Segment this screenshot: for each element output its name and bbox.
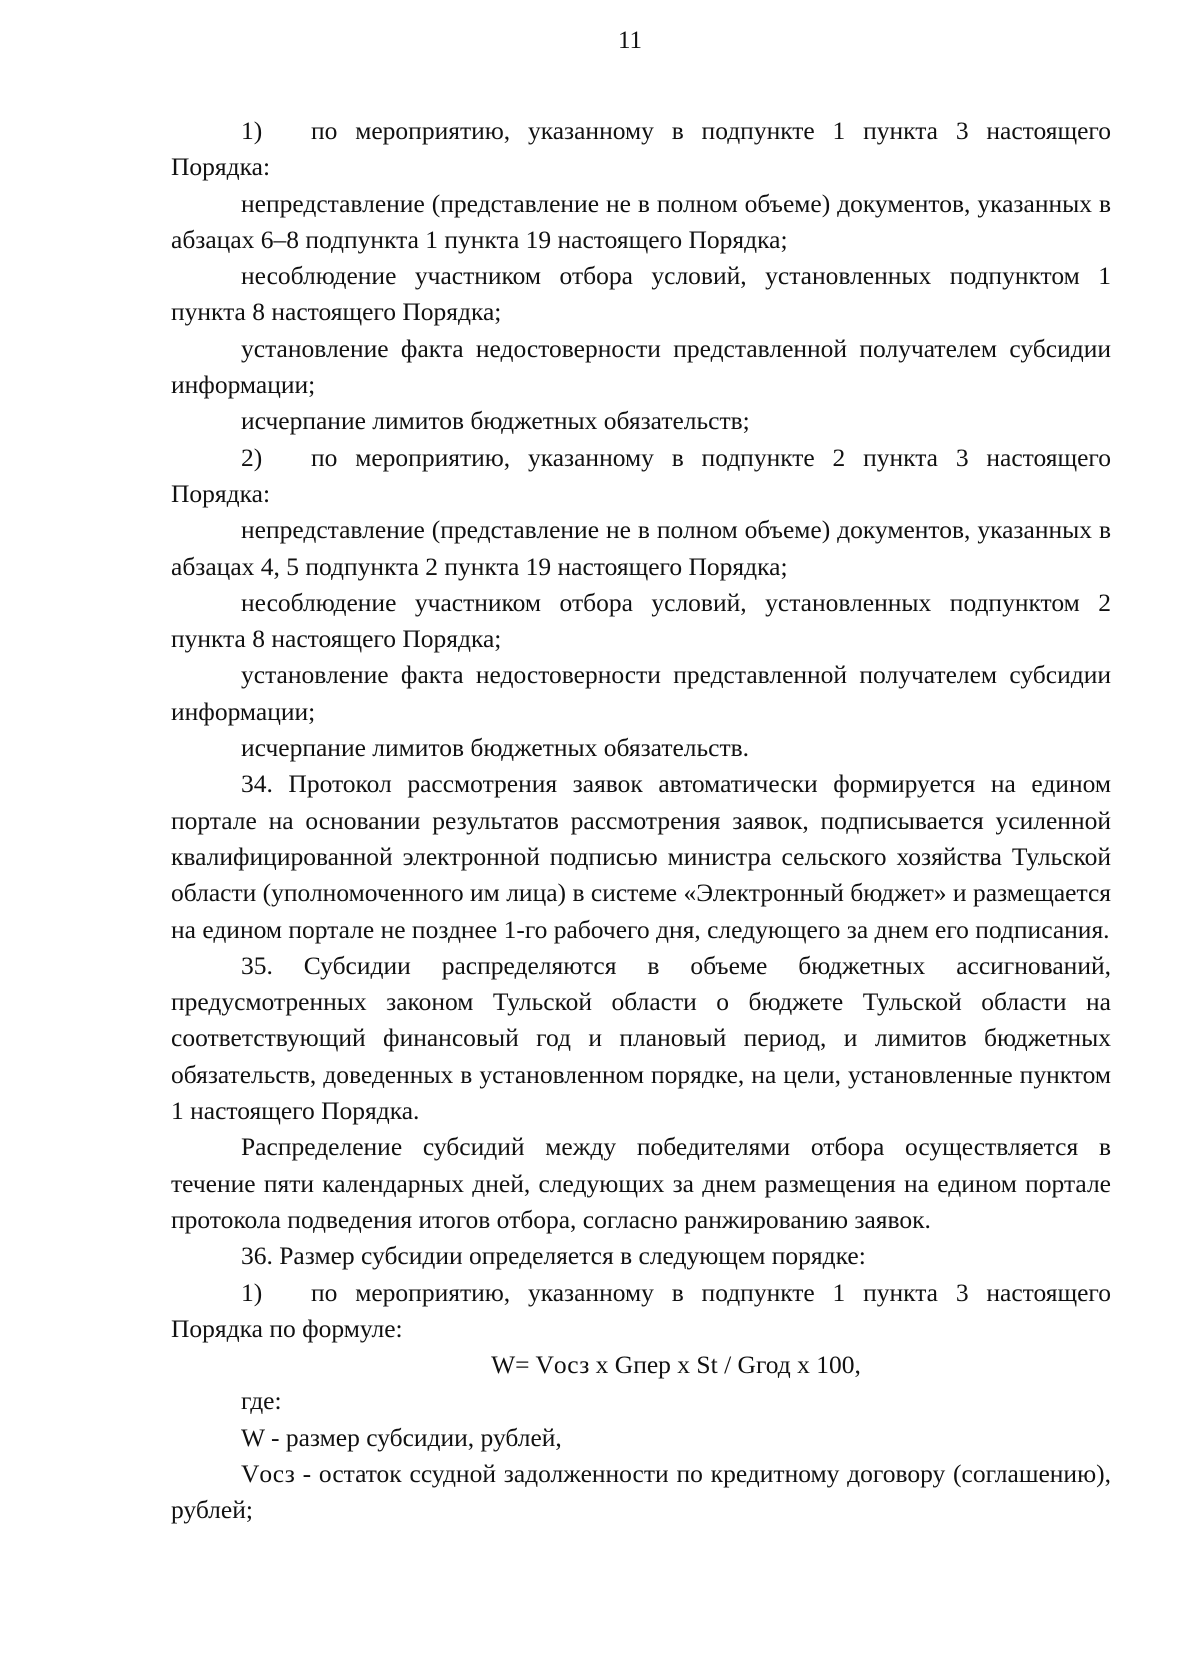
paragraph-34: 34. Протокол рассмотрения заявок автоматически формируется на едином портале на основании результатов рассмотрения заявок, подписывается усиленной квалифицированной электронной подписью министра сельского хозяйства Тульской области (уполномоченного им лица) в системе «Электронный бюджет» и размещается на едином портале не позднее 1-го рабочего дня, следующего за днем его подписания. [171,769,1111,944]
page-number: 11 [617,27,643,54]
paragraph-35: 35. Субсидии распределяются в объеме бюджетных ассигнований, предусмотренных законом Тульской области о бюджете Тульской области на соответствующий финансовый год и плановый период, и лимитов бюджетных обязательств, доведенных в установленном порядке, на цели, установленные пунктом 1 настоящего Порядка. [171,950,1111,1126]
formula: W= Vосз х Gпер х St / Gгод х 100, [491,1350,861,1380]
paragraph-text: по мероприятию, указанному в подпункте 2 пункта 3 настоящего Порядка: [171,442,1111,508]
paragraph: исчерпание лимитов бюджетных обязательств; [241,406,750,436]
paragraph: несоблюдение участником отбора условий, установленных подпунктом 1 пункта 8 настоящего Порядка; [171,261,1111,327]
paragraph-item-1-formula [171,1275,1111,1348]
paragraph-36: 36. Размер субсидии определяется в следующем порядке: [241,1241,866,1271]
paragraph: установление факта недостоверности представленной получателем субсидии информации; [171,660,1111,726]
list-number: 2) [241,442,263,472]
paragraph: Vосз - остаток ссудной задолженности по кредитному договору (соглашению), рублей; [171,1458,1111,1525]
paragraph: Распределение субсидий между победителями отбора осуществляется в течение пяти календарных дней, следующих за днем размещения на едином портале протокола подведения итогов отбора, согласно ранжированию заявок. [171,1132,1111,1234]
paragraph-item-2 [171,440,1111,513]
paragraph: исчерпание лимитов бюджетных обязательств. [241,733,750,763]
paragraph: непредставление (представление не в полном объеме) документов, указанных в абзацах 4, 5 подпункта 2 пункта 19 настоящего Порядка; [171,515,1111,581]
paragraph-text: по мероприятию, указанному в подпункте 1 пункта 3 настоящего Порядка: [171,116,1111,182]
paragraph: W - размер субсидии, рублей, [241,1422,562,1452]
list-number: 1) [241,1277,263,1307]
document-body [171,113,1111,1529]
paragraph: где: [241,1386,282,1416]
paragraph: непредставление (представление не в полном объеме) документов, указанных в абзацах 6–8 подпункта 1 пункта 19 настоящего Порядка; [171,188,1111,254]
list-number: 1) [241,116,263,145]
paragraph-item-1 [171,113,1111,186]
paragraph-text: по мероприятию, указанному в подпункте 1 пункта 3 настоящего Порядка по формуле: [171,1277,1111,1343]
paragraph: установление факта недостоверности представленной получателем субсидии информации; [171,333,1111,400]
paragraph: несоблюдение участником отбора условий, установленных подпунктом 2 пункта 8 настоящего Порядка; [171,587,1111,654]
